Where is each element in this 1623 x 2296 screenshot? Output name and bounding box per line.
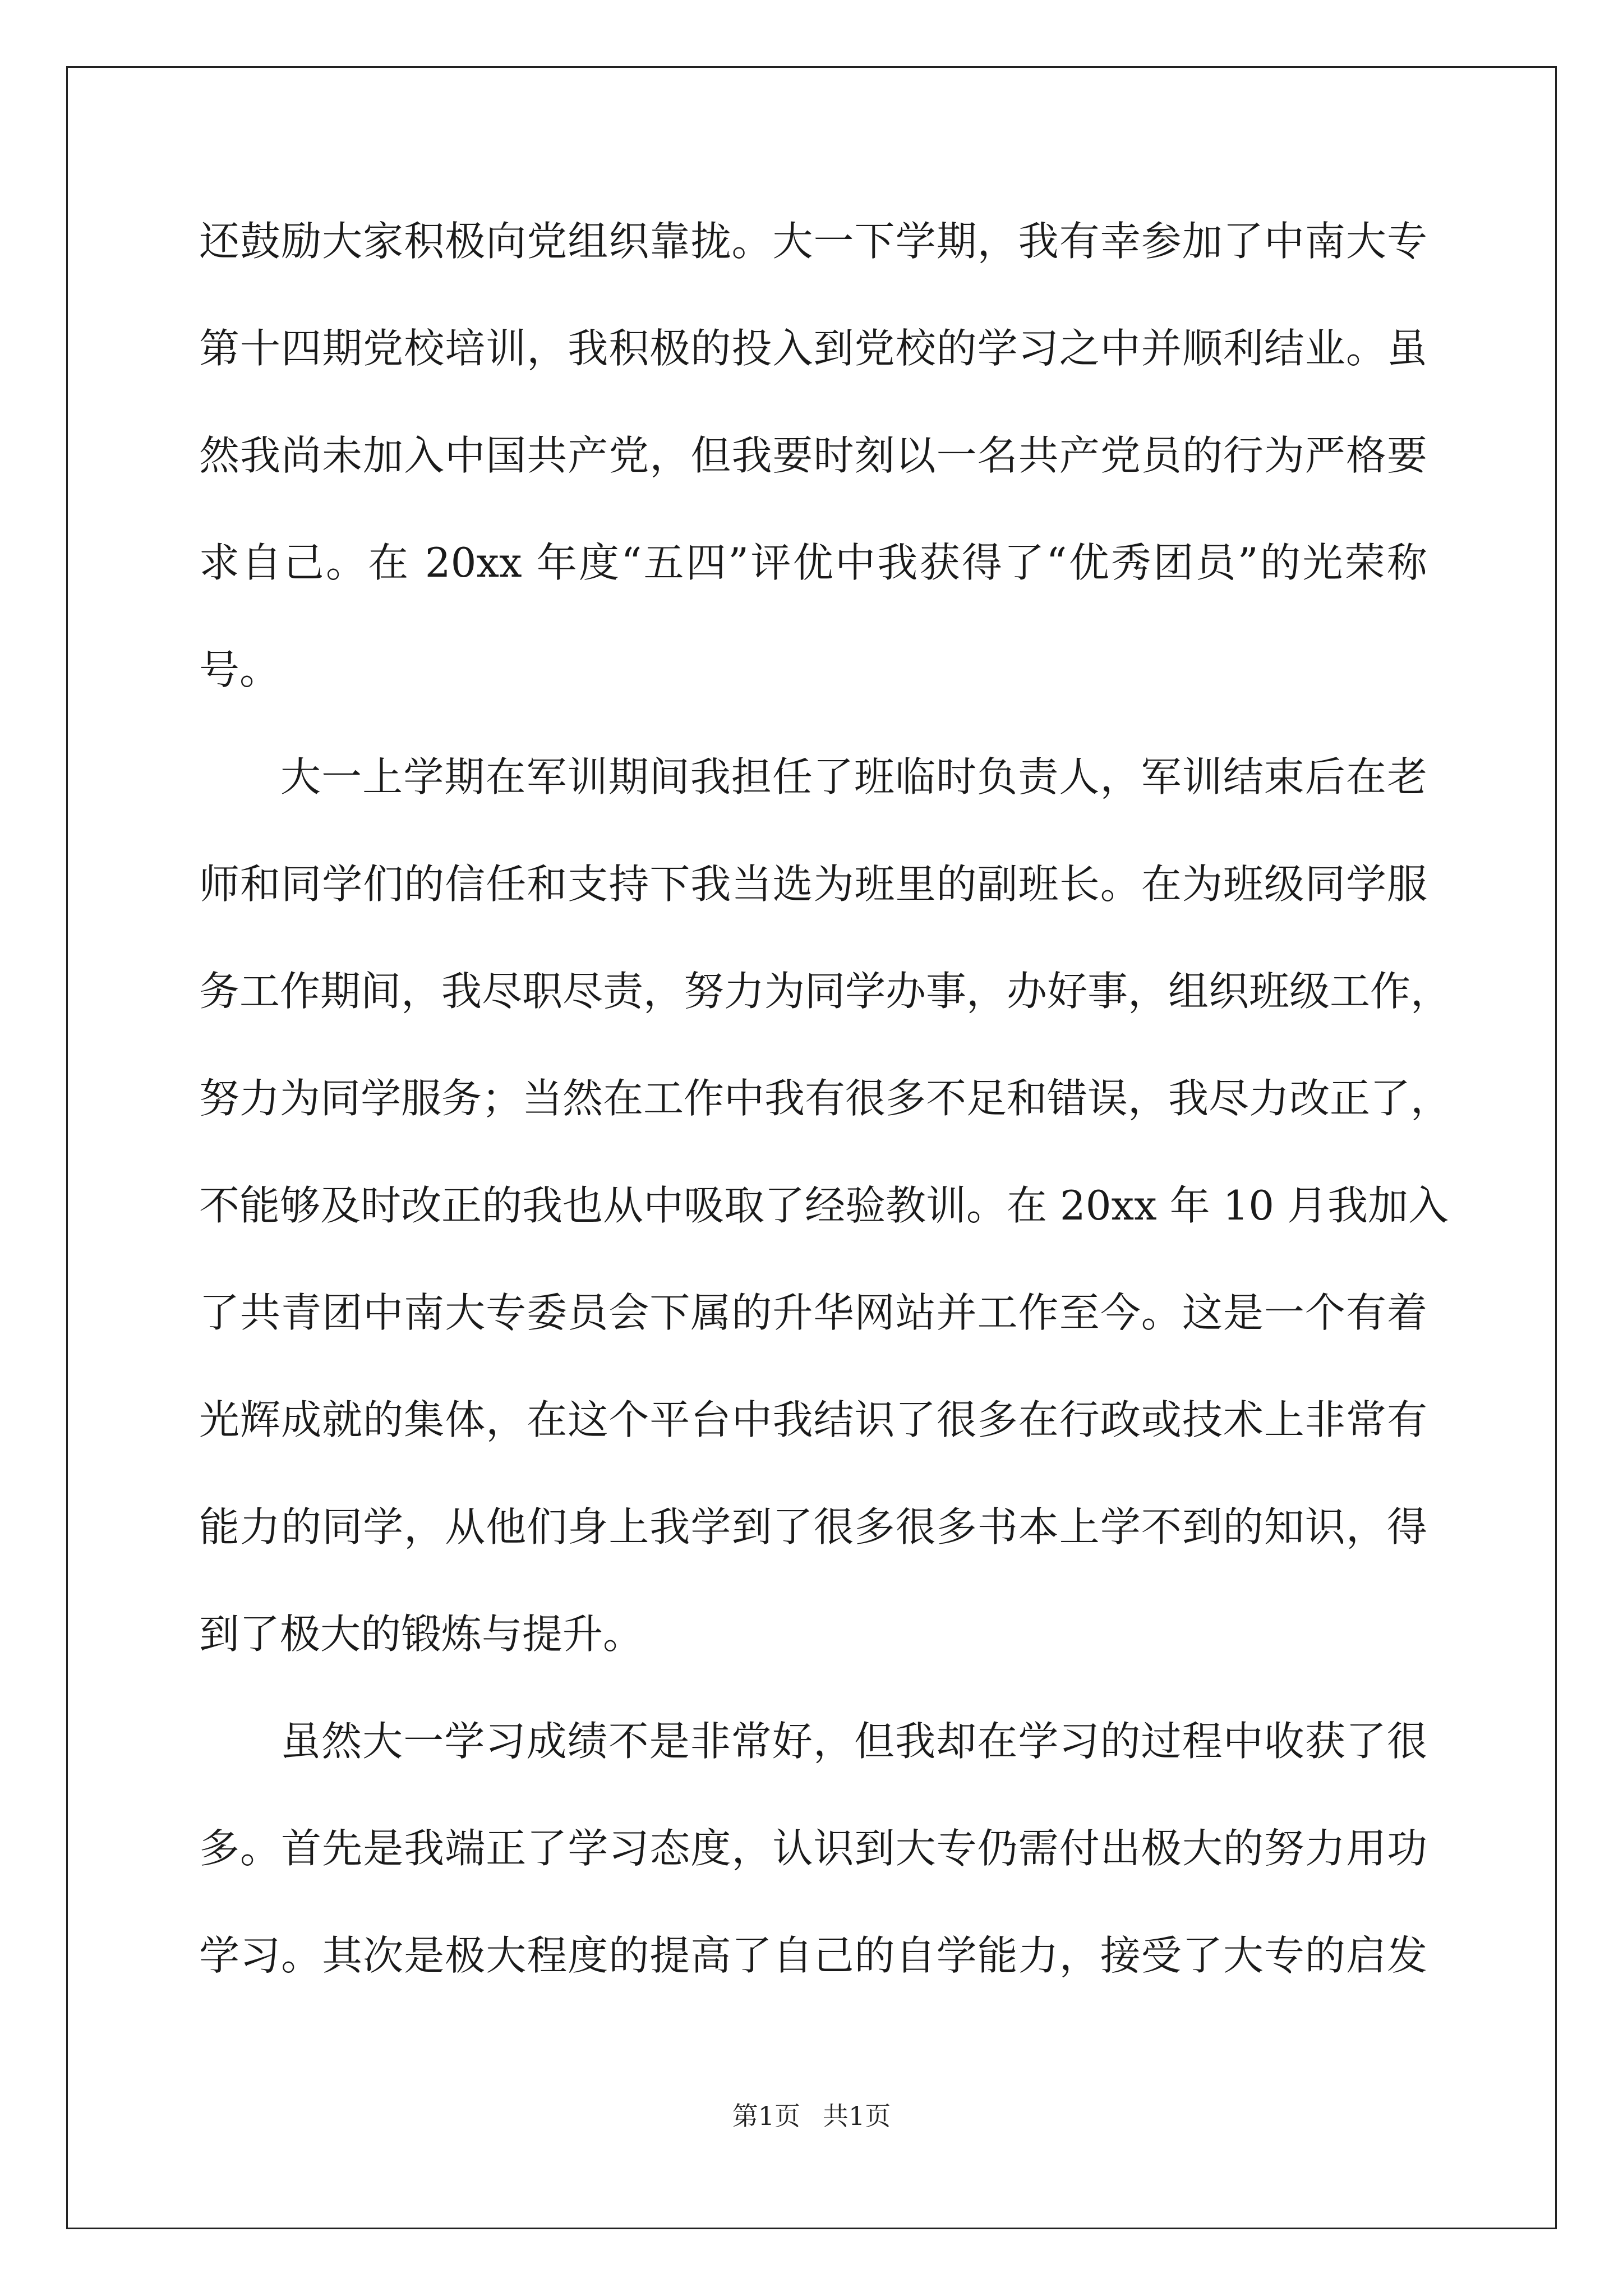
- paragraph-start-line: 大一上学期在军训期间我担任了班临时负责人，军训结束后在老: [280, 753, 1427, 800]
- text-line: 能力的同学，从他们身上我学到了很多很多书本上学不到的知识，得: [199, 1503, 1427, 1550]
- text-line: 还鼓励大家积极向党组织靠拢。大一下学期，我有幸参加了中南大专: [199, 218, 1427, 265]
- text-line: 努力为同学服务；当然在工作中我有很多不足和错误，我尽力改正了，: [199, 1075, 1451, 1122]
- text-line: 号。: [199, 646, 280, 693]
- text-line: 求自己。在 20xx 年度“五四”评优中我获得了“优秀团员”的光荣称: [199, 539, 1427, 586]
- text-line: 务工作期间，我尽职尽责，努力为同学办事，办好事，组织班级工作，: [199, 968, 1451, 1015]
- text-line: 光辉成就的集体，在这个平台中我结识了很多在行政或技术上非常有: [199, 1396, 1427, 1443]
- text-line: 学习。其次是极大程度的提高了自己的自学能力，接受了大专的启发: [199, 1932, 1427, 1979]
- text-line: 师和同学们的信任和支持下我当选为班里的副班长。在为班级同学服: [199, 861, 1427, 908]
- page-number: 第1页: [732, 2101, 800, 2131]
- page-footer: [0, 2099, 1623, 2133]
- text-line: 第十四期党校培训，我积极的投入到党校的学习之中并顺利结业。虽: [199, 325, 1427, 372]
- text-line: 到了极大的锻炼与提升。: [199, 1611, 644, 1658]
- text-line: 然我尚未加入中国共产党，但我要时刻以一名共产党员的行为严格要: [199, 432, 1427, 479]
- text-line: 多。首先是我端正了学习态度，认识到大专仍需付出极大的努力用功: [199, 1825, 1427, 1872]
- page-total: 共1页: [823, 2101, 891, 2131]
- text-line: 了共青团中南大专委员会下属的升华网站并工作至今。这是一个有着: [199, 1289, 1427, 1336]
- text-line: 不能够及时改正的我也从中吸取了经验教训。在 20xx 年 10 月我加入: [199, 1182, 1449, 1229]
- page-border: [66, 66, 1557, 2229]
- paragraph-start-line: 虽然大一学习成绩不是非常好，但我却在学习的过程中收获了很: [280, 1718, 1427, 1765]
